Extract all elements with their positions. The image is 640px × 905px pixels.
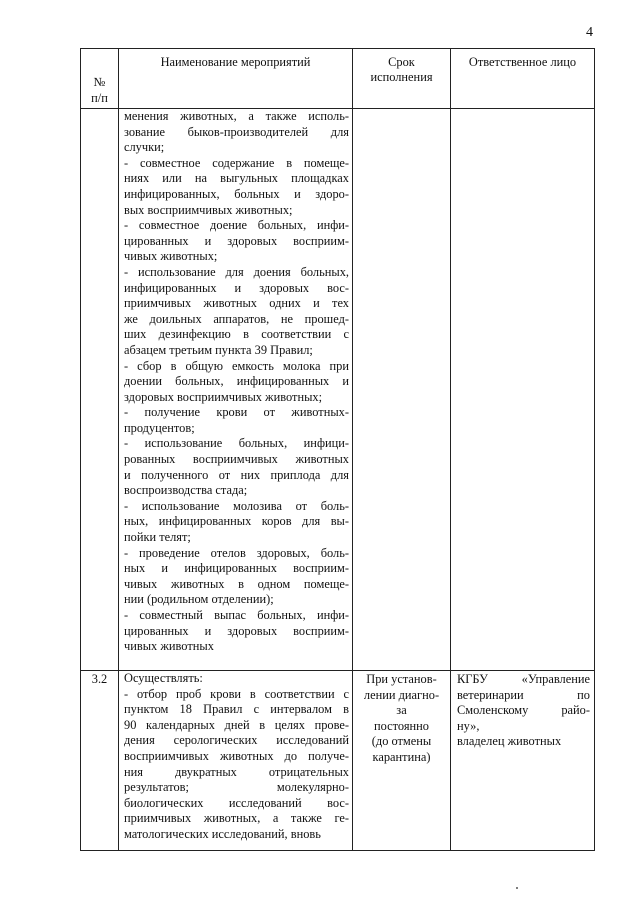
deadline-line: При установ-: [366, 672, 437, 686]
text-line: - отбор проб крови в соответствии с: [124, 686, 349, 701]
table-header-row: [81, 49, 595, 109]
text-line: чивых животных: [124, 639, 214, 654]
text-line: - совместное доение больных, инфи-: [124, 218, 349, 233]
text-line: абзацем третьим пункта 39 Правил;: [124, 342, 313, 357]
text-line: цированных и здоровых восприим-: [124, 623, 349, 638]
measure-text: [119, 671, 353, 851]
responsible-line: ветеринарии по: [457, 687, 590, 702]
text-line: же доильных аппаратов, не прошед-: [124, 311, 349, 326]
text-line: чивых животных в одном помеще-: [124, 576, 349, 591]
table-row: [81, 671, 595, 851]
table-row: [81, 109, 595, 671]
text-line: инфицированных и здоровых вос-: [124, 280, 349, 295]
responsible-cell: [451, 671, 595, 851]
text-line: рованных восприимчивых животных: [124, 452, 349, 467]
responsible-line: КГБУ «Управление: [457, 672, 590, 686]
header-deadline: Срок исполнения: [353, 49, 451, 109]
text-line: цированных и здоровых восприим-: [124, 233, 349, 248]
text-line: - совместный выпас больных, инфи-: [124, 608, 349, 622]
deadline-line: постоянно: [373, 718, 429, 733]
text-line: Осуществлять:: [124, 671, 203, 685]
header-number: № п/п: [81, 49, 119, 109]
text-line: менения животных, а также исполь-: [124, 109, 349, 123]
row-number: [81, 109, 119, 671]
text-line: результатов; молекулярно-: [124, 780, 349, 795]
text-line: случки;: [124, 140, 165, 155]
text-line: биологических исследований вос-: [124, 795, 349, 810]
text-line: - совместное содержание в помеще-: [124, 155, 349, 170]
text-line: воспроизводства стада;: [124, 483, 248, 498]
text-line: - использование молозива от боль-: [124, 498, 349, 513]
measure-text: [119, 109, 353, 671]
text-line: - использование для доения больных,: [124, 264, 349, 279]
text-line: нии (родильном отделении);: [124, 592, 274, 607]
responsible-line: ну»,: [457, 718, 480, 733]
text-line: чивых животных;: [124, 249, 218, 264]
text-line: матологических исследований, вновь: [124, 826, 321, 841]
deadline-line: (до отмены: [371, 734, 432, 749]
scan-speck: [516, 887, 518, 889]
text-line: инфицированных, больных и здоро-: [124, 186, 349, 201]
text-line: зование быков-производителей для: [124, 124, 349, 139]
text-line: ных, инфицированных коров для вы-: [124, 514, 349, 529]
row-number: 3.2: [81, 671, 119, 851]
deadline-line: за: [396, 703, 407, 718]
text-line: ниях или на выгульных площадках: [124, 171, 349, 186]
text-line: приимчивых животных, а также ге-: [124, 811, 349, 826]
deadline-line: лении диагно-: [363, 687, 440, 702]
text-line: продуцентов;: [124, 420, 195, 435]
text-line: - проведение отелов здоровых, боль-: [124, 545, 349, 560]
deadline-cell: [353, 109, 451, 671]
text-line: ных и инфицированных восприим-: [124, 561, 349, 576]
text-line: ния двукратных отрицательных: [124, 764, 349, 779]
text-line: здоровых восприимчивых животных;: [124, 389, 323, 404]
responsible-line: владелец животных: [457, 734, 562, 749]
header-responsible: Ответственное лицо: [451, 49, 595, 109]
text-line: восприимчивых животных до получе-: [124, 748, 349, 763]
deadline-line: карантина): [372, 749, 431, 764]
text-line: - сбор в общую емкость молока при: [124, 358, 349, 373]
text-line: доении больных, инфицированных и: [124, 374, 349, 389]
page-number: 4: [586, 25, 593, 40]
text-line: приимчивых животных одних и тех: [124, 296, 349, 311]
deadline-cell: [353, 671, 451, 851]
text-line: ших дезинфекцию в соответствии с: [124, 327, 349, 342]
text-line: пойки телят;: [124, 530, 191, 545]
text-line: и полученного от них приплода для: [124, 467, 349, 482]
text-line: пунктом 18 Правил с интервалом в: [124, 702, 349, 717]
text-line: дения серологических исследований: [124, 733, 349, 748]
header-measures-name: Наименование мероприятий: [119, 49, 353, 109]
responsible-cell: [451, 109, 595, 671]
text-line: 90 календарных дней в целях прове-: [124, 717, 349, 732]
text-line: вых восприимчивых животных;: [124, 202, 293, 217]
responsible-line: Смоленскому райо-: [457, 703, 590, 718]
measures-table: [80, 48, 595, 851]
text-line: - использование больных, инфици-: [124, 436, 349, 451]
text-line: - получение крови от животных-: [124, 405, 349, 420]
